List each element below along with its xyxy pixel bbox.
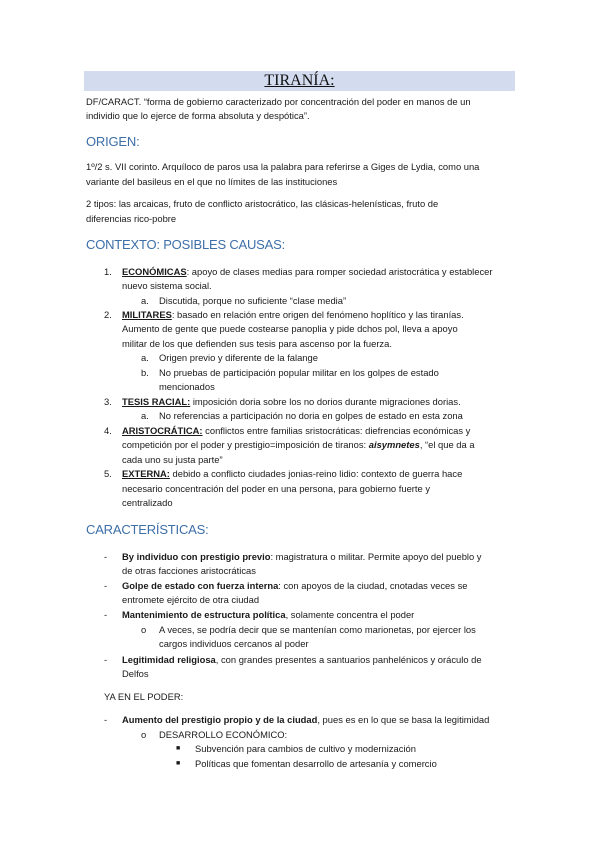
list-item-bold: Mantenimiento de estructura política (122, 609, 286, 620)
sub-item-text: No referencias a participación no doria en golpes de estado en esta zona (159, 410, 463, 421)
list-item-text: nuevo sistema social. (122, 280, 212, 291)
paragraph-line: 2 tipos: las arcaicas, fruto de conflicto aristocrático, las clásicas-helenísticas, fruto de (86, 198, 439, 209)
section-heading-contexto: CONTEXTO: POSIBLES CAUSAS: (86, 237, 286, 252)
sub-item-text: A veces, se podría decir que se mantenían como marionetas, por ejercer los (159, 624, 476, 635)
list-item (122, 264, 492, 279)
list-item-label: MILITARES (122, 309, 172, 320)
sub-item-text: Discutida, porque no suficiente “clase media” (159, 295, 347, 306)
list-item (122, 466, 462, 481)
dash-bullet: - (104, 551, 108, 562)
paragraph-line: variante del basileus en el que no límites de las instituciones (86, 176, 338, 187)
list-item-text: militar de los que defienden sus tesis para ascenso por la fuerza. (122, 338, 392, 349)
list-item-bold: By individuo con prestigio previo (122, 551, 271, 562)
bullet-item-text: Políticas que fomentan desarrollo de artesanía y comercio (195, 758, 437, 769)
list-item-text: conflictos entre familias sristocráticas: diefrencias económicas y (202, 425, 471, 436)
sub-marker: o (141, 729, 147, 740)
list-item (122, 307, 464, 322)
sub-marker: a. (141, 410, 149, 421)
list-item-text: necesario concentración del poder en una persona, para gobierno fuerte y (122, 483, 431, 494)
list-item-text: Delfos (122, 668, 149, 679)
list-item (122, 607, 414, 622)
list-number: 2. (104, 309, 112, 320)
list-item-text: Aumento de gente que puede costearse panoplia y pide dchos pol, lleva a apoyo (122, 323, 458, 334)
subheading-ya-en-el-poder: YA EN EL PODER: (104, 691, 184, 702)
square-bullet-icon: ■ (176, 760, 181, 767)
list-item-text: entromete ejército de otra ciudad (122, 594, 260, 605)
list-item-text: debido a conflicto ciudades jonias-reino lidio: contexto de guerra hace (169, 468, 463, 479)
list-item-text-part: , “el que da a (419, 439, 475, 450)
list-item-text: cada uno su justa parte” (122, 454, 223, 465)
sub-item-text: cargos individuos cercanos al poder (159, 638, 309, 649)
list-item (122, 652, 482, 667)
sub-marker: b. (141, 367, 149, 378)
list-number: 5. (104, 468, 112, 479)
dash-bullet: - (104, 609, 108, 620)
square-bullet-icon: ■ (176, 745, 181, 752)
list-item-text: : apoyo de clases medias para romper sociedad aristocrática y establecer (186, 266, 493, 277)
list-number: 1. (104, 266, 112, 277)
list-item-text: , solamente concentra el poder (285, 609, 415, 620)
dash-bullet: - (104, 714, 108, 725)
list-item-bold: Golpe de estado con fuerza interna (122, 580, 279, 591)
definition-line: DF/CARACT. “forma de gobierno caracterizado por concentración del poder en manos de un (86, 96, 471, 107)
page-title: TIRANÍA: (264, 72, 335, 89)
dash-bullet: - (104, 654, 108, 665)
list-item (122, 712, 489, 727)
list-item (122, 549, 482, 564)
sub-item-text: Origen previo y diferente de la falange (159, 352, 318, 363)
section-heading-origen: ORIGEN: (86, 134, 140, 149)
list-item-label: TESIS RACIAL: (122, 396, 191, 407)
list-item-text-part: competición por el poder y prestigio=imposición de tiranos: (122, 439, 369, 450)
dash-bullet: - (104, 580, 108, 591)
sub-marker: o (141, 624, 147, 635)
sub-item-text: mencionados (159, 381, 215, 392)
list-item-bold: Legitimidad religiosa (122, 654, 216, 665)
sub-item-text: DESARROLLO ECONÓMICO: (159, 729, 288, 740)
list-item-text: : con apoyos de la ciudad, cnotadas veces se (278, 580, 468, 591)
list-item-label: ARISTOCRÁTICA: (122, 425, 203, 436)
definition-line: individio que lo ejerce de forma absoluta y despótica”. (86, 110, 310, 121)
bullet-item-text: Subvención para cambios de cultivo y modernización (195, 743, 416, 754)
list-item (122, 394, 461, 409)
list-number: 3. (104, 396, 112, 407)
list-item (122, 423, 470, 438)
list-item-text: , con grandes presentes a santuarios panhelénicos y oráculo de (215, 654, 482, 665)
paragraph-line: diferencias rico-pobre (86, 213, 177, 224)
list-item-text: centralizado (122, 497, 173, 508)
list-item-label: EXTERNA: (122, 468, 170, 479)
list-item (122, 578, 467, 593)
list-item-text (122, 437, 475, 452)
list-item-text: de otras facciones aristocráticas (122, 565, 256, 576)
list-item-text: : basado en relación entre origen del fenómeno hoplítico y las tiranías. (171, 309, 464, 320)
list-item-text: , pues es en lo que se basa la legitimidad (317, 714, 490, 725)
list-item-text: : magistratura o militar. Permite apoyo del pueblo y (270, 551, 482, 562)
list-item-text: imposición doria sobre los no dorios durante migraciones dorias. (190, 396, 461, 407)
sub-marker: a. (141, 295, 149, 306)
list-number: 4. (104, 425, 112, 436)
list-item-bold: Aumento del prestigio propio y de la ciudad (122, 714, 318, 725)
term-aisymnetes: aisymnetes (368, 439, 420, 450)
sub-marker: a. (141, 352, 149, 363)
paragraph-line: 1º/2 s. VII corinto. Arquíloco de paros usa la palabra para referirse a Giges de Lydia, como una (86, 161, 480, 172)
list-item-label: ECONÓMICAS (122, 266, 187, 277)
section-heading-caracteristicas: CARACTERÍSTICAS: (86, 522, 209, 537)
sub-item-text: No pruebas de participación popular militar en los golpes de estado (159, 367, 439, 378)
